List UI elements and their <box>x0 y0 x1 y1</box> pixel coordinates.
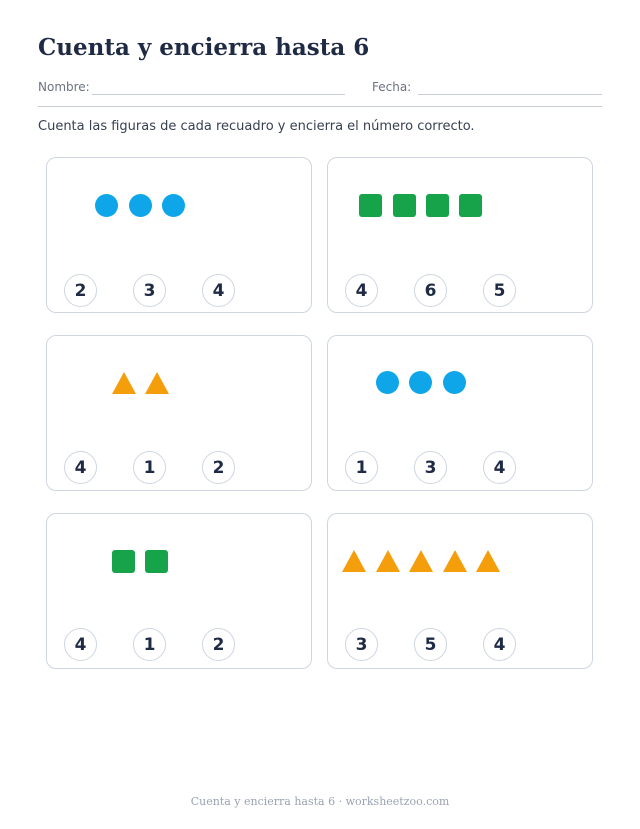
page-footer: Cuenta y encierra hasta 6 · worksheetzoo.com <box>190 795 450 808</box>
answer-option[interactable]: 1 <box>133 451 166 484</box>
circle-shape <box>409 371 432 394</box>
exercise-card-6 <box>327 513 593 669</box>
circle-shape <box>129 194 152 217</box>
date-label: Fecha: <box>372 80 412 94</box>
answer-option[interactable]: 1 <box>133 628 166 661</box>
exercise-card-2 <box>327 157 593 313</box>
answer-option[interactable]: 4 <box>483 628 516 661</box>
answer-option[interactable]: 4 <box>64 451 97 484</box>
square-shape <box>359 194 382 217</box>
answer-option[interactable]: 6 <box>414 274 447 307</box>
answer-option[interactable]: 2 <box>202 451 235 484</box>
square-shape <box>112 550 135 573</box>
square-shape <box>145 550 168 573</box>
page-title: Cuenta y encierra hasta 6 <box>38 34 370 61</box>
square-shape <box>459 194 482 217</box>
circle-shape <box>95 194 118 217</box>
answer-option[interactable]: 3 <box>414 451 447 484</box>
triangle-shape <box>409 550 433 572</box>
triangle-shape <box>443 550 467 572</box>
answer-option[interactable]: 3 <box>345 628 378 661</box>
answer-option[interactable]: 4 <box>483 451 516 484</box>
answer-option[interactable]: 2 <box>64 274 97 307</box>
exercise-card-4 <box>327 335 593 491</box>
exercise-card-1 <box>46 157 312 313</box>
exercise-card-3 <box>46 335 312 491</box>
square-shape <box>393 194 416 217</box>
date-field[interactable] <box>418 94 602 95</box>
name-label: Nombre: <box>38 80 90 94</box>
answer-option[interactable]: 5 <box>414 628 447 661</box>
triangle-shape <box>476 550 500 572</box>
answer-option[interactable]: 4 <box>64 628 97 661</box>
exercise-card-5 <box>46 513 312 669</box>
answer-option[interactable]: 3 <box>133 274 166 307</box>
answer-option[interactable]: 4 <box>345 274 378 307</box>
circle-shape <box>376 371 399 394</box>
triangle-shape <box>145 372 169 394</box>
circle-shape <box>443 371 466 394</box>
answer-option[interactable]: 2 <box>202 628 235 661</box>
instructions-text: Cuenta las figuras de cada recuadro y encierra el número correcto. <box>38 119 475 134</box>
answer-option[interactable]: 1 <box>345 451 378 484</box>
answer-option[interactable]: 4 <box>202 274 235 307</box>
triangle-shape <box>376 550 400 572</box>
name-field[interactable] <box>92 94 345 95</box>
square-shape <box>426 194 449 217</box>
answer-option[interactable]: 5 <box>483 274 516 307</box>
circle-shape <box>162 194 185 217</box>
header-divider <box>38 106 602 107</box>
triangle-shape <box>342 550 366 572</box>
triangle-shape <box>112 372 136 394</box>
